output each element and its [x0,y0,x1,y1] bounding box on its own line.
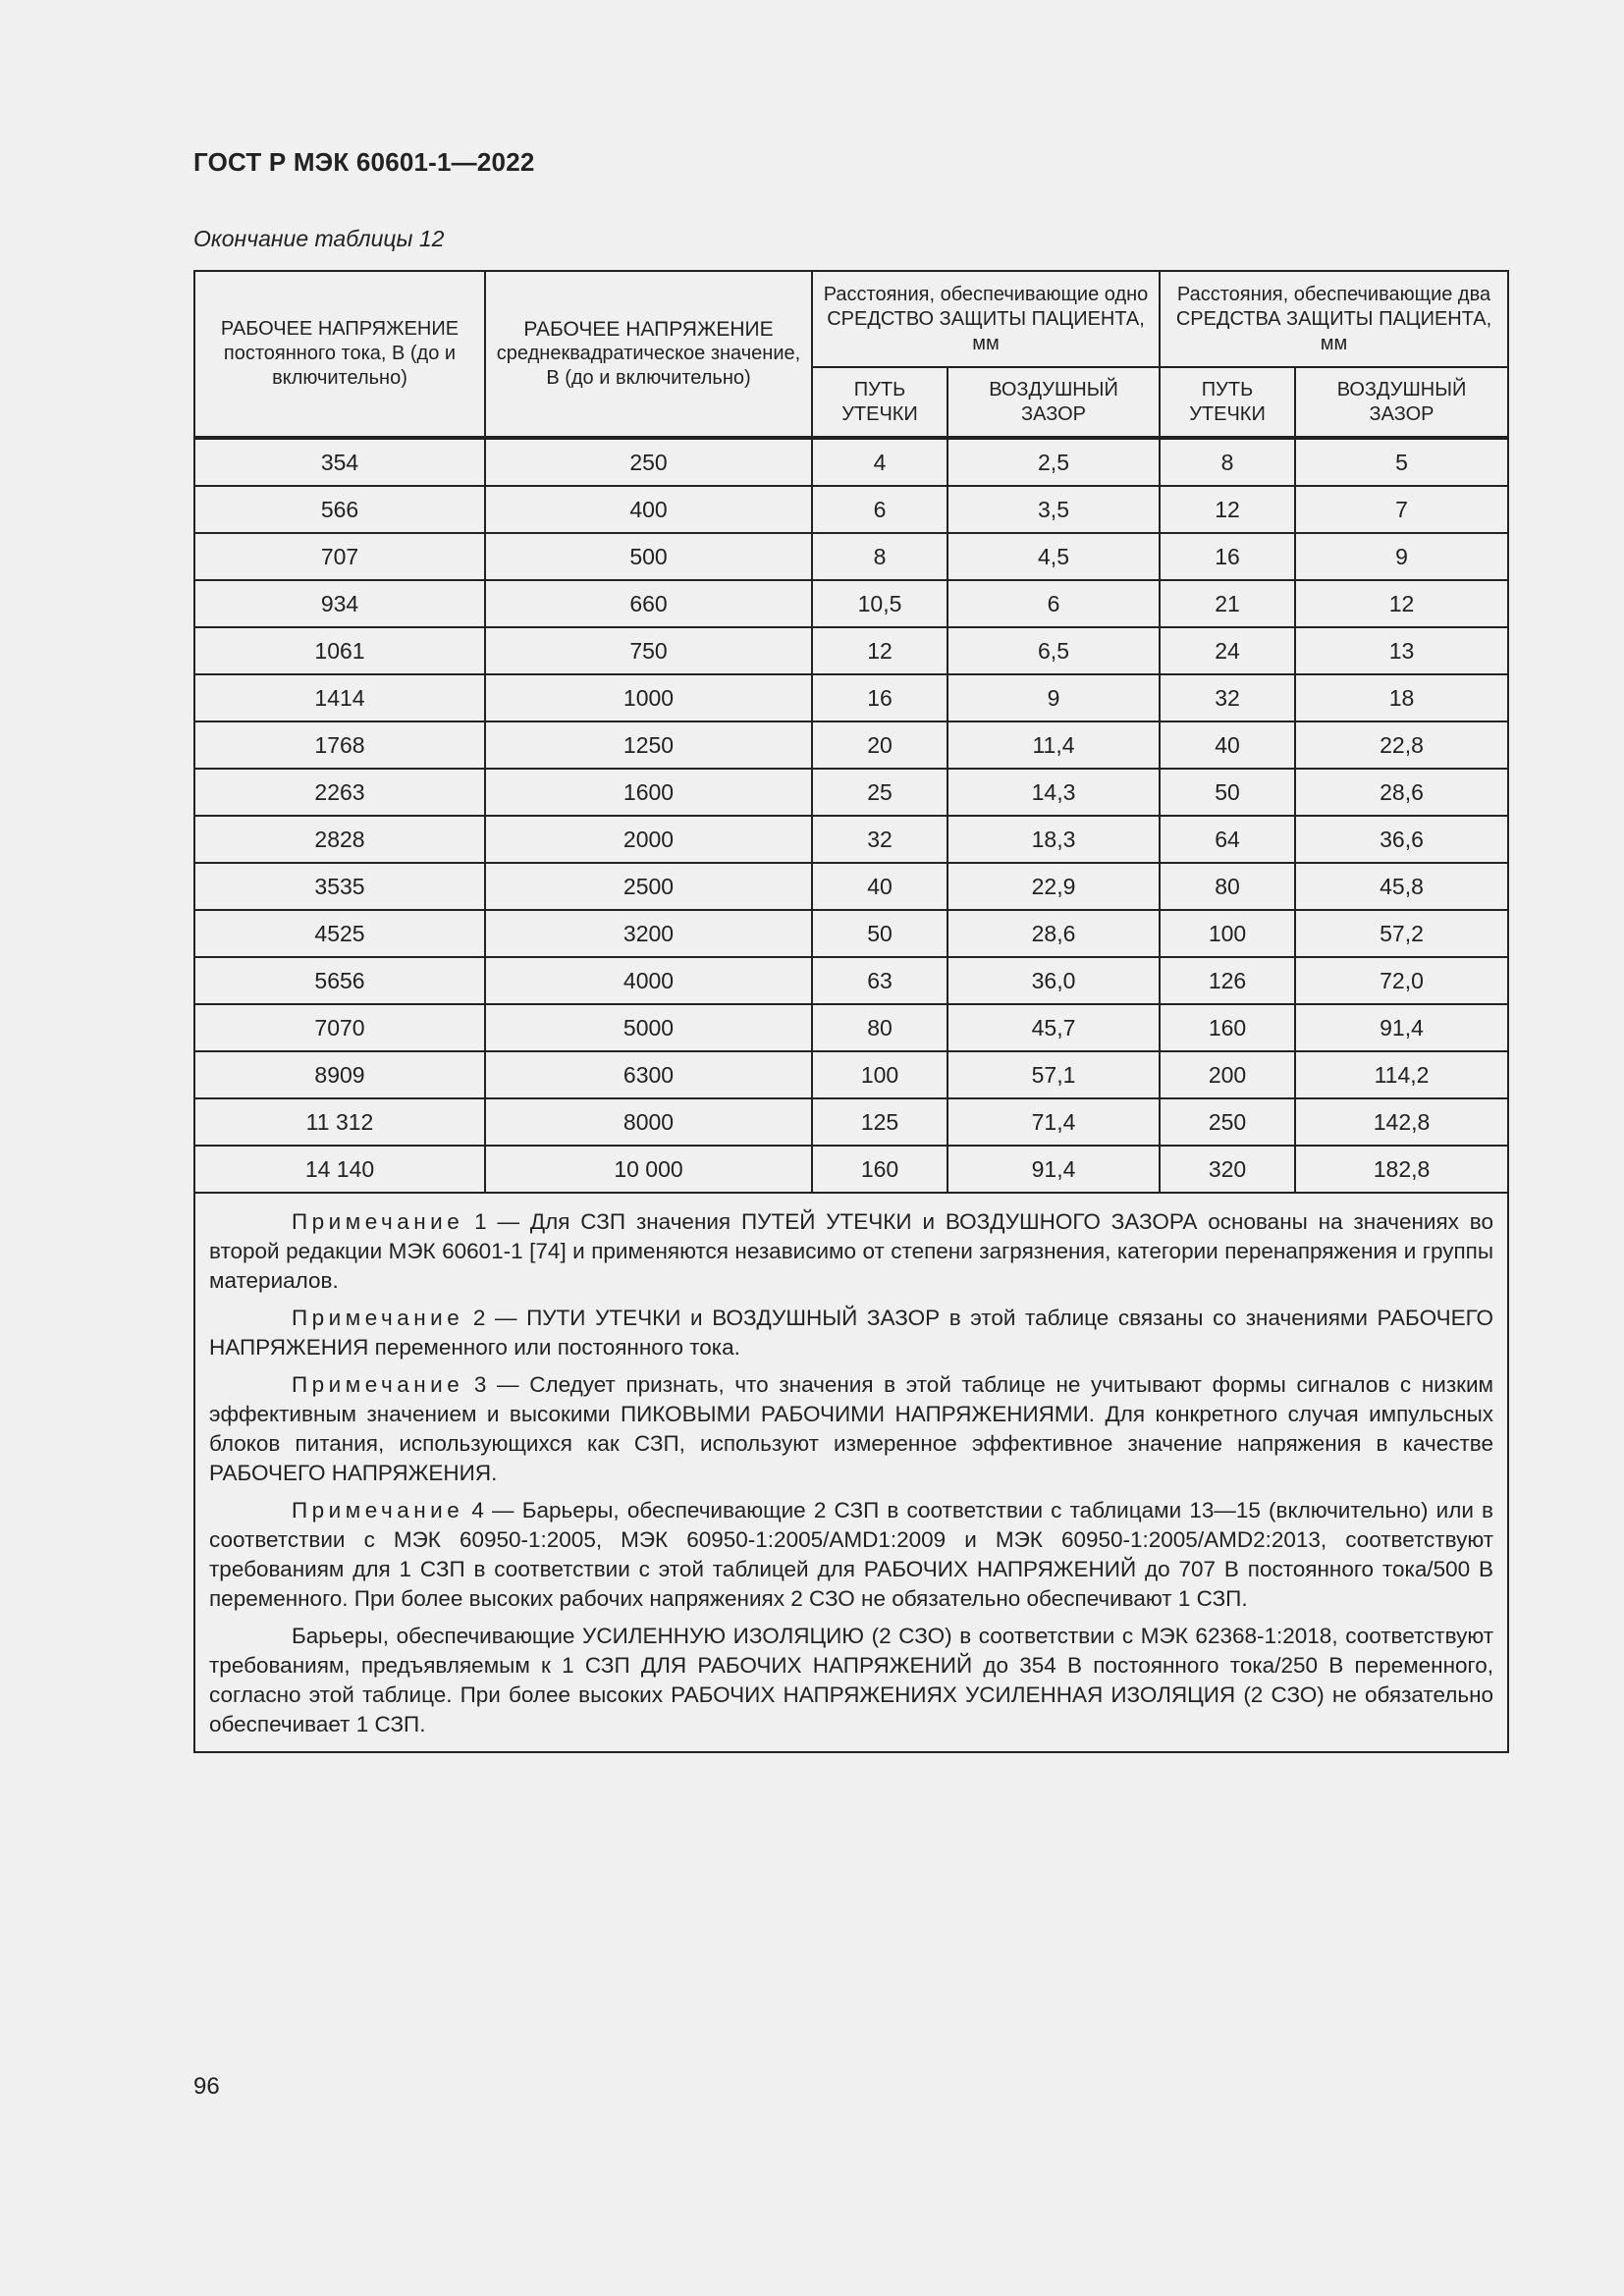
table-row [194,627,1508,674]
cell-clearance-1: 91,4 [947,1146,1160,1193]
cell-clearance-2: 12 [1295,580,1508,627]
cell-clearance-1: 2,5 [947,438,1160,486]
header-one-mopp: Расстояния, обеспечивающие одно СРЕДСТВО ЗАЩИТЫ ПАЦИЕНТА, мм [812,271,1160,367]
cell-dc-voltage: 4525 [194,910,485,957]
cell-creepage-1: 63 [812,957,947,1004]
cell-creepage-2: 200 [1160,1051,1295,1098]
note-text: Барьеры, обеспечивающие УСИЛЕННУЮ ИЗОЛЯЦИЮ (2 СЗО) в соответствии с МЭК 62368-1:2018, соответствуют требованиям, предъявляемым к 1 СЗП ДЛЯ РАБОЧИХ НАПРЯЖЕНИЙ до 354 В постоянного тока/250 В переменного, согласно этой таблице. При более высоких РАБОЧИХ НАПРЯЖЕНИЯХ УСИЛЕННАЯ ИЗОЛЯЦИЯ (2 СЗО) не обязательно обеспечивает 1 СЗП. [209,1624,1494,1736]
cell-rms-voltage: 5000 [485,1004,812,1051]
note-4-continued [209,1622,1493,1739]
cell-dc-voltage: 2828 [194,816,485,863]
cell-creepage-1: 80 [812,1004,947,1051]
cell-rms-voltage: 1250 [485,721,812,769]
table-row [194,486,1508,533]
note-text: 2 — ПУТИ УТЕЧКИ и ВОЗДУШНЫЙ ЗАЗОР в этой таблице связаны со значениями РАБОЧЕГО НАПРЯЖЕНИЯ переменного или постоянного тока. [209,1306,1494,1360]
cell-clearance-1: 14,3 [947,769,1160,816]
header-creepage-2: ПУТЬ УТЕЧКИ [1160,367,1295,438]
cell-clearance-2: 28,6 [1295,769,1508,816]
cell-clearance-2: 142,8 [1295,1098,1508,1146]
cell-creepage-1: 125 [812,1098,947,1146]
cell-clearance-2: 9 [1295,533,1508,580]
cell-rms-voltage: 2000 [485,816,812,863]
page-number: 96 [193,2073,220,2100]
cell-creepage-2: 64 [1160,816,1295,863]
table-row [194,1146,1508,1193]
table-row [194,438,1508,486]
cell-dc-voltage: 566 [194,486,485,533]
header-clearance-2: ВОЗДУШНЫЙ ЗАЗОР [1295,367,1508,438]
cell-creepage-1: 40 [812,863,947,910]
cell-clearance-1: 3,5 [947,486,1160,533]
note-text: 4 — Барьеры, обеспечивающие 2 СЗП в соответствии с таблицами 13—15 (включительно) или в соответствии с МЭК 60950-1:2005, МЭК 60950-1:2005/AMD1:2009 и МЭК 60950-1:2005/AMD2:2013, соответствуют требованиям для 1 СЗП в соответствии с этой таблицей для РАБОЧИХ НАПРЯЖЕНИЙ до 707 В постоянного тока/500 В переменного. При более высоких рабочих напряжениях 2 СЗО не обязательно обеспечивают 1 СЗП. [209,1498,1494,1611]
cell-dc-voltage: 1414 [194,674,485,721]
cell-creepage-1: 25 [812,769,947,816]
cell-creepage-1: 160 [812,1146,947,1193]
cell-clearance-1: 22,9 [947,863,1160,910]
cell-clearance-1: 45,7 [947,1004,1160,1051]
cell-dc-voltage: 7070 [194,1004,485,1051]
cell-dc-voltage: 354 [194,438,485,486]
header-rms-voltage [485,271,812,438]
cell-rms-voltage: 1600 [485,769,812,816]
cell-clearance-2: 114,2 [1295,1051,1508,1098]
cell-clearance-1: 6,5 [947,627,1160,674]
cell-creepage-2: 126 [1160,957,1295,1004]
cell-creepage-2: 160 [1160,1004,1295,1051]
cell-clearance-1: 9 [947,674,1160,721]
cell-creepage-1: 16 [812,674,947,721]
cell-rms-voltage: 750 [485,627,812,674]
cell-rms-voltage: 660 [485,580,812,627]
cell-creepage-1: 20 [812,721,947,769]
cell-dc-voltage: 11 312 [194,1098,485,1146]
cell-clearance-2: 182,8 [1295,1146,1508,1193]
cell-dc-voltage: 2263 [194,769,485,816]
note-label: Примечание [292,1498,464,1522]
note-1 [209,1207,1493,1296]
notes-cell [194,1193,1508,1752]
cell-rms-voltage: 6300 [485,1051,812,1098]
note-text: 1 — Для СЗП значения ПУТЕЙ УТЕЧКИ и ВОЗДУШНОГО ЗАЗОРА основаны на значениях во второй редакции МЭК 60601-1 [74] и применяются независимо от степени загрязнения, категории перенапряжения и группы материалов. [209,1209,1494,1293]
cell-creepage-1: 100 [812,1051,947,1098]
cell-clearance-2: 22,8 [1295,721,1508,769]
cell-creepage-2: 21 [1160,580,1295,627]
document-header: ГОСТ Р МЭК 60601-1—2022 [193,147,535,177]
cell-rms-voltage: 250 [485,438,812,486]
cell-clearance-1: 18,3 [947,816,1160,863]
table-row [194,721,1508,769]
table-row [194,910,1508,957]
cell-rms-voltage: 8000 [485,1098,812,1146]
cell-clearance-1: 36,0 [947,957,1160,1004]
header-two-mopp: Расстояния, обеспечивающие два СРЕДСТВА ЗАЩИТЫ ПАЦИЕНТА, мм [1160,271,1508,367]
cell-dc-voltage: 934 [194,580,485,627]
cell-clearance-2: 7 [1295,486,1508,533]
cell-creepage-2: 80 [1160,863,1295,910]
table-row [194,1004,1508,1051]
cell-creepage-2: 32 [1160,674,1295,721]
cell-dc-voltage: 1061 [194,627,485,674]
header-dc-voltage: РАБОЧЕЕ НАПРЯЖЕНИЕ постоянного тока, В (до и включительно) [194,271,485,438]
cell-rms-voltage: 500 [485,533,812,580]
cell-clearance-2: 91,4 [1295,1004,1508,1051]
cell-creepage-2: 16 [1160,533,1295,580]
cell-clearance-1: 57,1 [947,1051,1160,1098]
table-row [194,580,1508,627]
table-row [194,863,1508,910]
note-2 [209,1304,1493,1362]
cell-clearance-1: 71,4 [947,1098,1160,1146]
cell-rms-voltage: 3200 [485,910,812,957]
cell-creepage-1: 4 [812,438,947,486]
cell-creepage-1: 10,5 [812,580,947,627]
cell-clearance-1: 28,6 [947,910,1160,957]
cell-dc-voltage: 14 140 [194,1146,485,1193]
table-row [194,957,1508,1004]
cell-creepage-2: 40 [1160,721,1295,769]
cell-rms-voltage: 10 000 [485,1146,812,1193]
cell-dc-voltage: 5656 [194,957,485,1004]
cell-creepage-1: 6 [812,486,947,533]
table-row [194,1098,1508,1146]
cell-clearance-2: 45,8 [1295,863,1508,910]
table-row [194,769,1508,816]
cell-creepage-1: 8 [812,533,947,580]
cell-clearance-1: 4,5 [947,533,1160,580]
cell-clearance-2: 13 [1295,627,1508,674]
note-label: Примечание [292,1209,464,1234]
cell-creepage-2: 24 [1160,627,1295,674]
cell-dc-voltage: 8909 [194,1051,485,1098]
note-text: 3 — Следует признать, что значения в этой таблице не учитывают формы сигналов с низким эффективным значением и высокими ПИКОВЫМИ РАБОЧИМИ НАПРЯЖЕНИЯМИ. Для конкретного случая импульсных блоков питания, использующихся как СЗП, используют измеренное эффективное значение напряжения в качестве РАБОЧЕГО НАПРЯЖЕНИЯ. [209,1372,1494,1485]
table-caption: Окончание таблицы 12 [193,226,445,251]
cell-creepage-2: 12 [1160,486,1295,533]
table-row [194,816,1508,863]
table-row [194,1051,1508,1098]
cell-dc-voltage: 3535 [194,863,485,910]
table-row [194,533,1508,580]
note-4 [209,1496,1493,1614]
note-label: Примечание [292,1372,464,1397]
cell-clearance-2: 5 [1295,438,1508,486]
cell-rms-voltage: 4000 [485,957,812,1004]
cell-clearance-2: 36,6 [1295,816,1508,863]
cell-clearance-2: 18 [1295,674,1508,721]
cell-creepage-2: 100 [1160,910,1295,957]
cell-rms-voltage: 2500 [485,863,812,910]
cell-creepage-1: 32 [812,816,947,863]
cell-rms-voltage: 400 [485,486,812,533]
cell-creepage-2: 50 [1160,769,1295,816]
cell-creepage-2: 250 [1160,1098,1295,1146]
cell-clearance-2: 72,0 [1295,957,1508,1004]
notes-row [194,1193,1508,1752]
clearance-table [193,270,1509,1753]
cell-dc-voltage: 707 [194,533,485,580]
header-rms-voltage-main: РАБОЧЕЕ НАПРЯЖЕНИЕ [523,318,774,341]
note-3 [209,1370,1493,1488]
cell-clearance-2: 57,2 [1295,910,1508,957]
cell-rms-voltage: 1000 [485,674,812,721]
cell-clearance-1: 6 [947,580,1160,627]
cell-dc-voltage: 1768 [194,721,485,769]
note-label: Примечание [292,1306,464,1330]
header-rms-voltage-sub: среднеквадратическое значение, В (до и включительно) [496,343,801,389]
cell-clearance-1: 11,4 [947,721,1160,769]
table-row [194,674,1508,721]
cell-creepage-2: 8 [1160,438,1295,486]
cell-creepage-2: 320 [1160,1146,1295,1193]
cell-creepage-1: 50 [812,910,947,957]
cell-creepage-1: 12 [812,627,947,674]
header-creepage-1: ПУТЬ УТЕЧКИ [812,367,947,438]
header-clearance-1: ВОЗДУШНЫЙ ЗАЗОР [947,367,1160,438]
